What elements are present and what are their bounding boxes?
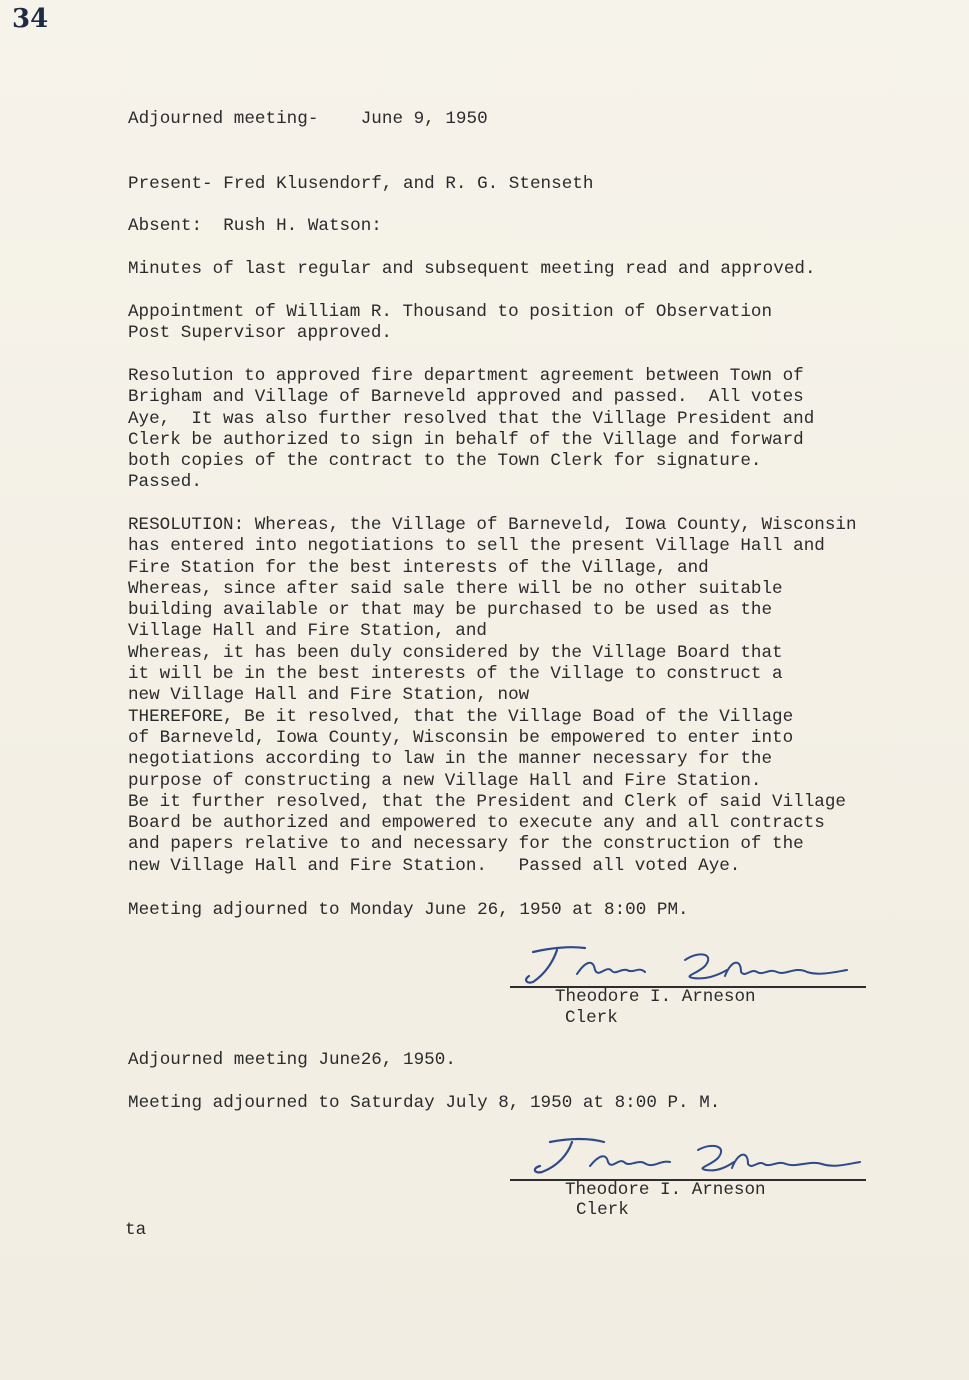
fire-resolution-line: Aye, It was also further resolved that the Village President and (128, 408, 815, 429)
typist-initials: ta (125, 1220, 147, 1240)
clerk-name: Theodore I. Arneson (565, 1180, 766, 1200)
clerk-name: Theodore I. Arneson (555, 987, 756, 1007)
hall-resolution-line: has entered into negotiations to sell the present Village Hall and (128, 536, 825, 557)
hall-resolution-line: Board be authorized and empowered to execute any and all contracts (128, 813, 825, 834)
meeting-header: Adjourned meeting June26, 1950. (128, 1050, 456, 1070)
hall-resolution-line: of Barneveld, Iowa County, Wisconsin be empowered to enter into (128, 727, 794, 748)
fire-resolution-paragraph (128, 366, 814, 494)
hall-resolution-paragraph (128, 515, 857, 877)
hall-resolution-line: Be it further resolved, that the President and Clerk of said Village (128, 791, 846, 812)
present-line: Present- Fred Klusendorf, and R. G. Stenseth (128, 174, 594, 194)
hall-resolution-line: it will be in the best interests of the Village to construct a (128, 664, 783, 685)
hall-resolution-line: Village Hall and Fire Station, and (128, 621, 487, 642)
absent-line: Absent: Rush H. Watson: (128, 216, 382, 236)
hall-resolution-line: negotiations according to law in the manner necessary for the (128, 749, 773, 770)
clerk-signature (515, 940, 860, 990)
handwritten-signature-icon (515, 940, 860, 990)
fire-resolution-line: Resolution to approved fire department agreement between Town of (128, 366, 804, 386)
hall-resolution-line: RESOLUTION: Whereas, the Village of Barneveld, Iowa County, Wisconsin (128, 515, 857, 535)
clerk-signature (520, 1132, 865, 1182)
hall-resolution-line: purpose of constructing a new Village Hall and Fire Station. (128, 770, 762, 791)
hall-resolution-line: Whereas, it has been duly considered by the Village Board that (128, 642, 783, 663)
meeting-header: Adjourned meeting- June 9, 1950 (128, 109, 488, 129)
fire-resolution-line: both copies of the contract to the Town Clerk for signature. (128, 451, 762, 472)
fire-resolution-line: Clerk be authorized to sign in behalf of the Village and forward (128, 429, 804, 450)
hall-resolution-line: Whereas, since after said sale there will be no other suitable (128, 578, 783, 599)
clerk-title: Clerk (565, 1008, 618, 1028)
appointment-line: Appointment of William R. Thousand to position of Observation (128, 302, 773, 322)
hall-resolution-line: and papers relative to and necessary for the construction of the (128, 834, 804, 855)
page-number: 34 (12, 4, 49, 34)
minutes-line: Minutes of last regular and subsequent meeting read and approved. (128, 259, 816, 279)
hall-resolution-line: THEREFORE, Be it resolved, that the Village Boad of the Village (128, 706, 794, 727)
hall-resolution-line: new Village Hall and Fire Station. Passed all voted Aye. (128, 855, 741, 876)
hall-resolution-line: building available or that may be purchased to be used as the (128, 600, 773, 621)
fire-resolution-line: Brigham and Village of Barneveld approved and passed. All votes (128, 387, 804, 408)
hall-resolution-line: new Village Hall and Fire Station, now (128, 685, 530, 706)
adjourned-line: Meeting adjourned to Monday June 26, 1950 at 8:00 PM. (128, 900, 689, 920)
appointment-paragraph (128, 302, 772, 345)
hall-resolution-line: Fire Station for the best interests of the Village, and (128, 557, 709, 578)
adjourned-line: Meeting adjourned to Saturday July 8, 1950 at 8:00 P. M. (128, 1093, 721, 1113)
clerk-title: Clerk (576, 1200, 629, 1220)
appointment-line: Post Supervisor approved. (128, 323, 392, 344)
fire-resolution-line: Passed. (128, 472, 202, 493)
handwritten-signature-icon (520, 1132, 865, 1182)
